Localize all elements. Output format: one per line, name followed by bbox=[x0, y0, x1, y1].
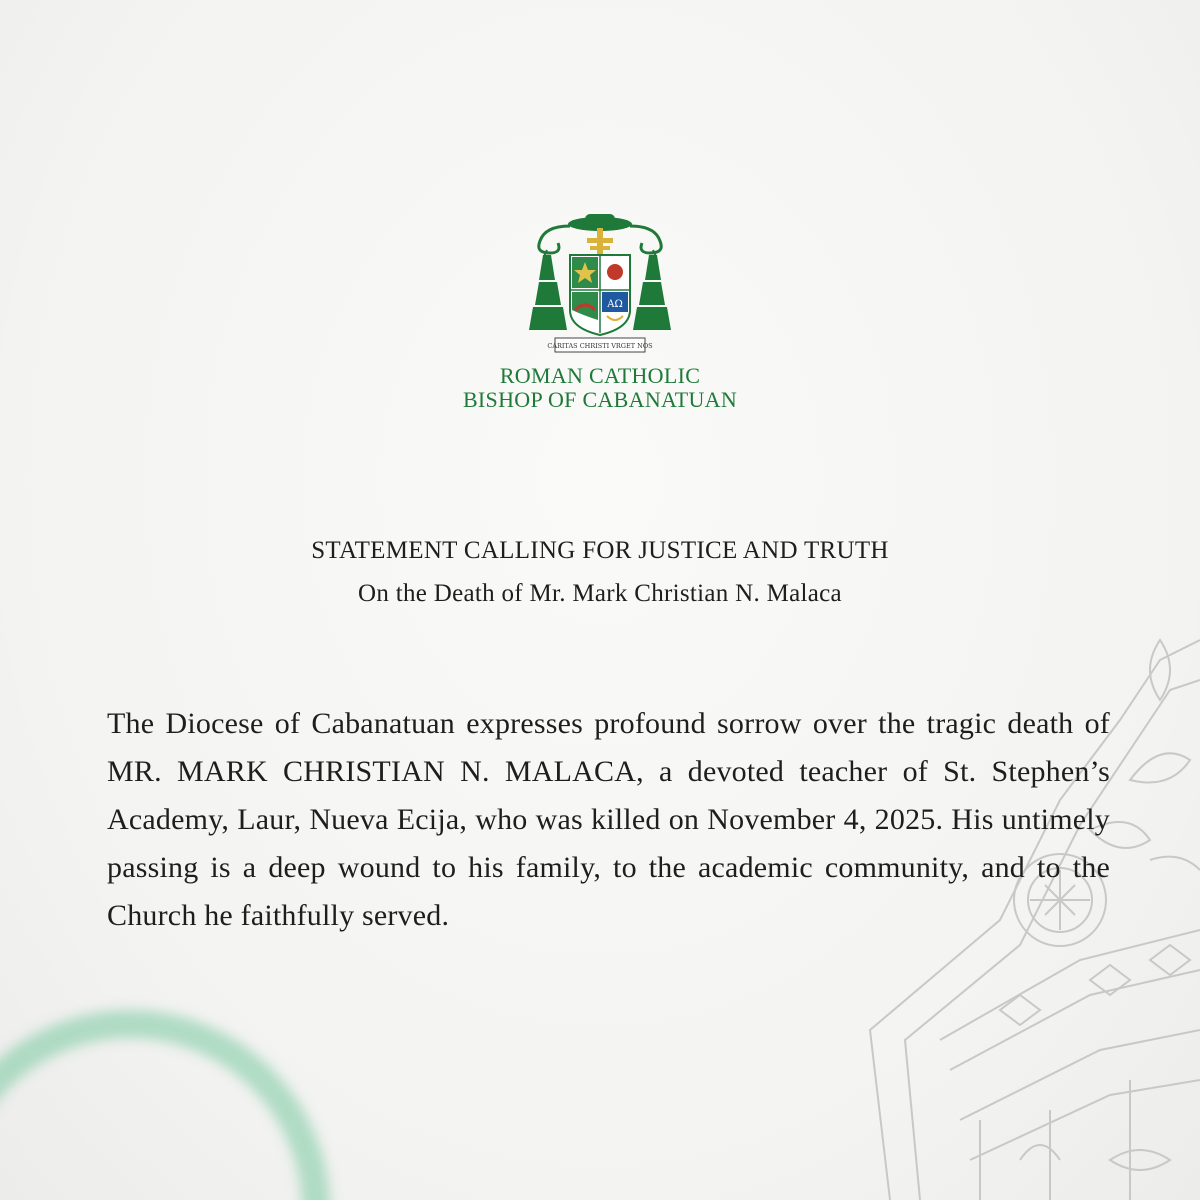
statement-title: STATEMENT CALLING FOR JUSTICE AND TRUTH bbox=[311, 537, 889, 564]
statement-subtitle: On the Death of Mr. Mark Christian N. Malaca bbox=[358, 580, 842, 607]
coat-of-arms-icon bbox=[525, 210, 675, 360]
svg-text:CARITAS CHRISTI VRGET NOS: CARITAS CHRISTI VRGET NOS bbox=[547, 342, 653, 350]
org-name-line1: ROMAN CATHOLIC bbox=[499, 363, 701, 388]
svg-text:AΩ: AΩ bbox=[607, 299, 623, 310]
org-name-line2: BISHOP OF CABANATUAN bbox=[462, 387, 738, 412]
statement-paragraph: The Diocese of Cabanatuan expresses profound sorrow over the tragic death of MR. MARK CHRISTIAN N. MALACA, a devoted teacher of St. Stephen’s Academy, Laur, Nueva Ecija, who was killed on November 4, 2025. His untimely passing is a deep wound to his family, to the academic community, and to the Church he faithfully served. bbox=[107, 707, 1110, 932]
green-ring-decoration bbox=[0, 1010, 330, 1200]
